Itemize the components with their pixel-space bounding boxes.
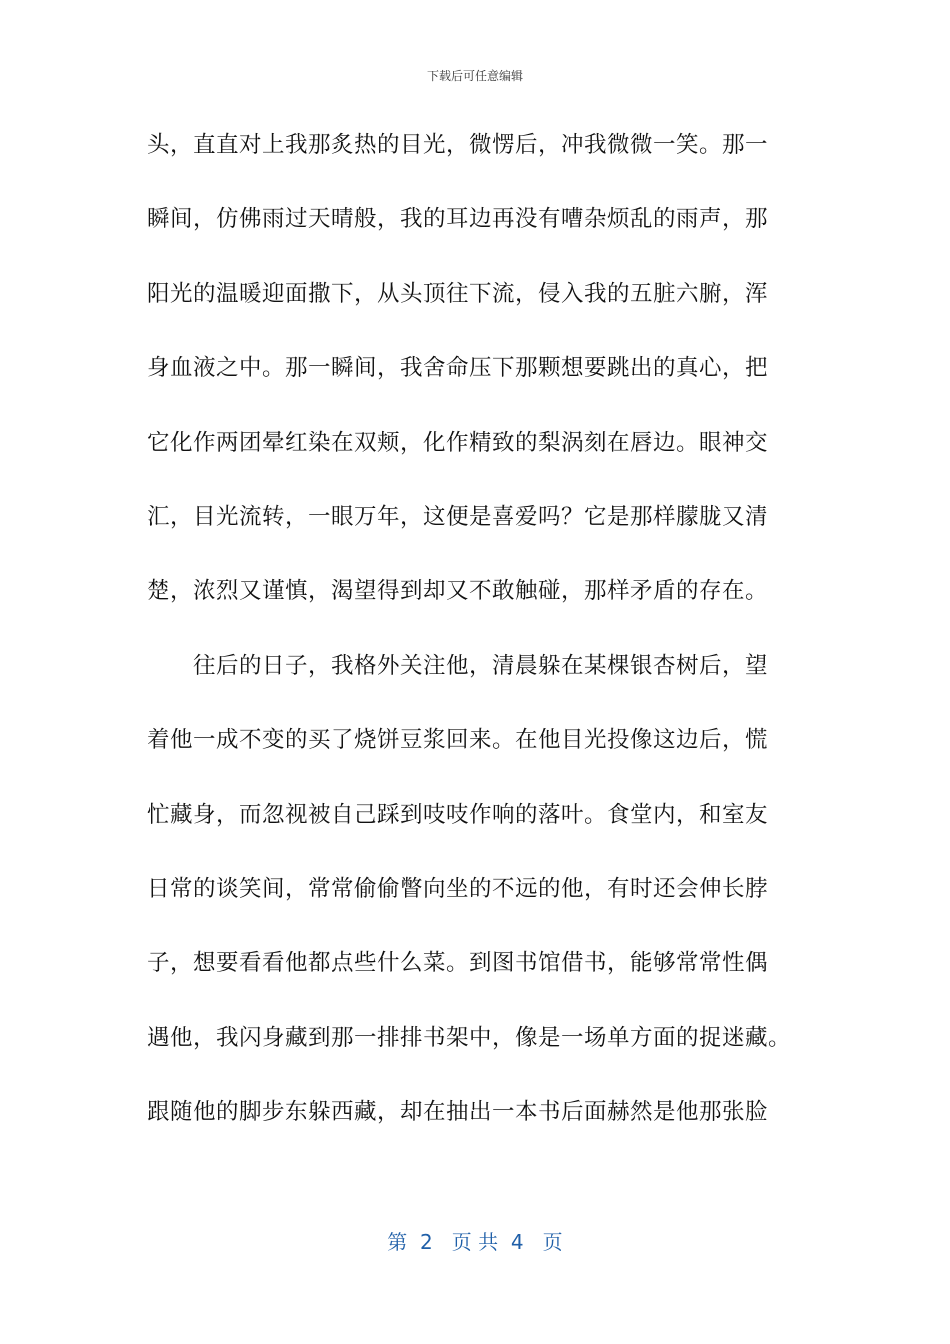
text-line: 头，直直对上我那炙热的目光，微愣后，冲我微微一笑。那一 [147,132,769,158]
text-line: 它化作两团晕红染在双颊，化作精致的梨涡刻在唇边。眼神交 [147,429,769,456]
text-line: 着他一成不变的买了烧饼豆浆回来。在他目光投像这边后，慌 [147,727,769,754]
text-line: 汇，目光流转，一眼万年，这便是喜爱吗？它是那样朦胧又清 [147,503,769,530]
text-line: 楚，浓烈又谨慎，渴望得到却又不敢触碰，那样矛盾的存在。 [147,578,769,605]
text-line: 身血液之中。那一瞬间，我舍命压下那颗想要跳出的真心，把 [147,355,769,382]
text-line: 子，想要看看他都点些什么菜。到图书馆借书，能够常常性偶 [147,950,769,977]
document-body [147,127,847,1168]
text-line: 瞬间，仿佛雨过天晴般，我的耳边再没有嘈杂烦乱的雨声，那 [147,206,769,233]
paragraph-start-line: 往后的日子，我格外关注他，清晨躲在某棵银杏树后，望 [193,652,769,679]
text-line: 阳光的温暖迎面撒下，从头顶往下流，侵入我的五脏六腑，浑 [147,280,769,307]
text-line: 跟随他的脚步东躲西藏，却在抽出一本书后面赫然是他那张脸 [147,1099,769,1126]
page-number: 第 2 页 共 4 页 [387,1230,563,1254]
header-note: 下载后可任意编辑 [426,69,523,83]
text-line: 遇他，我闪身藏到那一排排书架中，像是一场单方面的捉迷藏。 [147,1024,792,1051]
text-line: 日常的谈笑间，常常偷偷瞥向坐的不远的他，有时还会伸长脖 [147,875,769,902]
text-line: 忙藏身，而忽视被自己踩到吱吱作响的落叶。食堂内，和室友 [147,801,769,828]
